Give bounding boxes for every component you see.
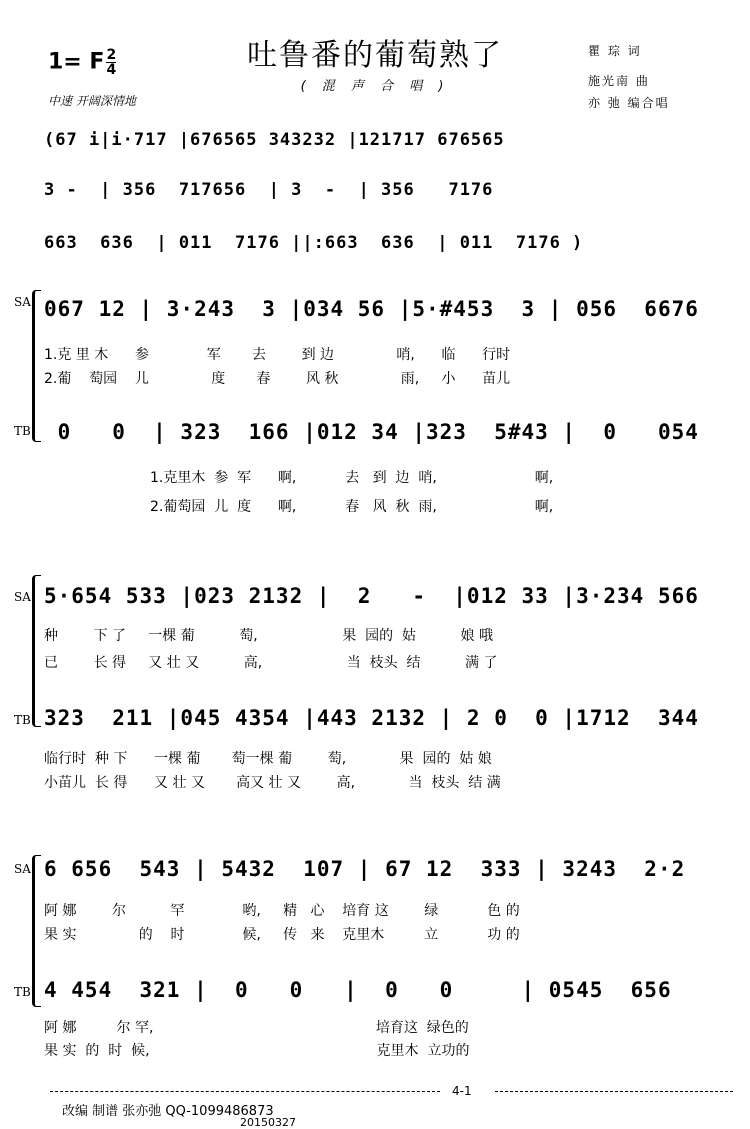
system-1-tb-notes: 0 0 | 323 166 |012 34 |323 5#43 | 0 054 xyxy=(44,420,699,444)
system-3-tb-lyric-2: 果 实 的 时 候, 克里木 立功的 xyxy=(44,1043,470,1059)
time-signature: $\frac{2}{4}$ xyxy=(106,47,117,78)
system-3-brace xyxy=(32,855,41,1007)
page-number: 4-1 xyxy=(452,1084,472,1098)
system-3-sa-lyric-2: 果 实 的 时 候, 传 来 克里木 立 功 的 xyxy=(44,927,520,943)
system-2-sa-lyric-2: 已 长 得 又 壮 又 高, 当 枝头 结 满 了 xyxy=(44,655,498,671)
system-1-sa-notes: 067 12 | 3·243 3 |034 56 |5·#453 3 | 056 6676 xyxy=(44,297,699,321)
footer-divider-right xyxy=(495,1091,733,1092)
arranger-credit: 亦 弛 编合唱 xyxy=(588,96,670,110)
sa-label: SA xyxy=(14,295,31,309)
system-1-sa-lyric-1: 1.克 里 木 参 军 去 到 边 哨, 临 行时 xyxy=(44,347,511,363)
sa-label: SA xyxy=(14,590,31,604)
system-1-tb-lyric-2: 2.葡萄园 儿 度 啊, 春 风 秋 雨, 啊, xyxy=(150,499,554,515)
tb-label: TB xyxy=(14,424,31,438)
tb-label: TB xyxy=(14,713,31,727)
system-2-brace xyxy=(32,575,41,727)
system-2-tb-lyric-2: 小苗儿 长 得 又 壮 又 高又 壮 又 高, 当 枝头 结 满 xyxy=(44,775,501,791)
system-3-sa-lyric-1: 阿 娜 尔 罕 哟, 精 心 培育 这 绿 色 的 xyxy=(44,903,520,919)
tb-label: TB xyxy=(14,985,31,999)
intro-line-2: 3 - | 356 717656 | 3 - | 356 7176 xyxy=(44,180,494,200)
footer-date: 20150327 xyxy=(240,1116,296,1129)
intro-line-1: (67 i|i·717 |676565 343232 |121717 676565 xyxy=(44,130,505,150)
key-signature: 1= F $\frac{2}{4}$ xyxy=(48,47,117,78)
sa-label: SA xyxy=(14,862,31,876)
system-1-tb-lyric-1: 1.克里木 参 军 啊, 去 到 边 哨, 啊, xyxy=(150,470,554,486)
footer-credit: 改编 制谱 张亦弛 QQ-1099486873 xyxy=(62,1104,274,1119)
system-3-tb-notes: 4 454 321 | 0 0 | 0 0 | 0545 656 xyxy=(44,978,672,1002)
system-3-tb-lyric-1: 阿 娜 尔 罕, 培育这 绿色的 xyxy=(44,1020,469,1036)
system-2-tb-lyric-1: 临行时 种 下 一棵 葡 萄一棵 葡 萄, 果 园的 姑 娘 xyxy=(44,751,492,767)
system-2-sa-notes: 5·654 533 |023 2132 | 2 - |012 33 |3·234 566 xyxy=(44,584,699,608)
page-title: 吐鲁番的葡萄熟了 xyxy=(247,38,503,73)
system-1-brace xyxy=(32,290,41,442)
system-2-sa-lyric-1: 种 下 了 一棵 葡 萄, 果 园的 姑 娘 哦 xyxy=(44,628,494,644)
tempo-marking: 中速 开阔深情地 xyxy=(48,94,136,108)
system-3-sa-notes: 6 656 543 | 5432 107 | 67 12 333 | 3243 2·2 xyxy=(44,857,686,881)
lyricist-credit: 瞿 琮 词 xyxy=(588,44,642,58)
composer-credit: 施光南 曲 xyxy=(588,74,650,88)
footer-divider-left xyxy=(50,1091,440,1092)
system-1-sa-lyric-2: 2.葡 萄园 儿 度 春 风 秋 雨, 小 苗儿 xyxy=(44,371,511,387)
intro-line-3: 663 636 | 011 7176 ||:663 636 | 011 7176 ) xyxy=(44,233,584,253)
system-2-tb-notes: 323 211 |045 4354 |443 2132 | 2 0 0 |1712 344 xyxy=(44,706,699,730)
subtitle: ( 混 声 合 唱 ) xyxy=(300,79,450,94)
